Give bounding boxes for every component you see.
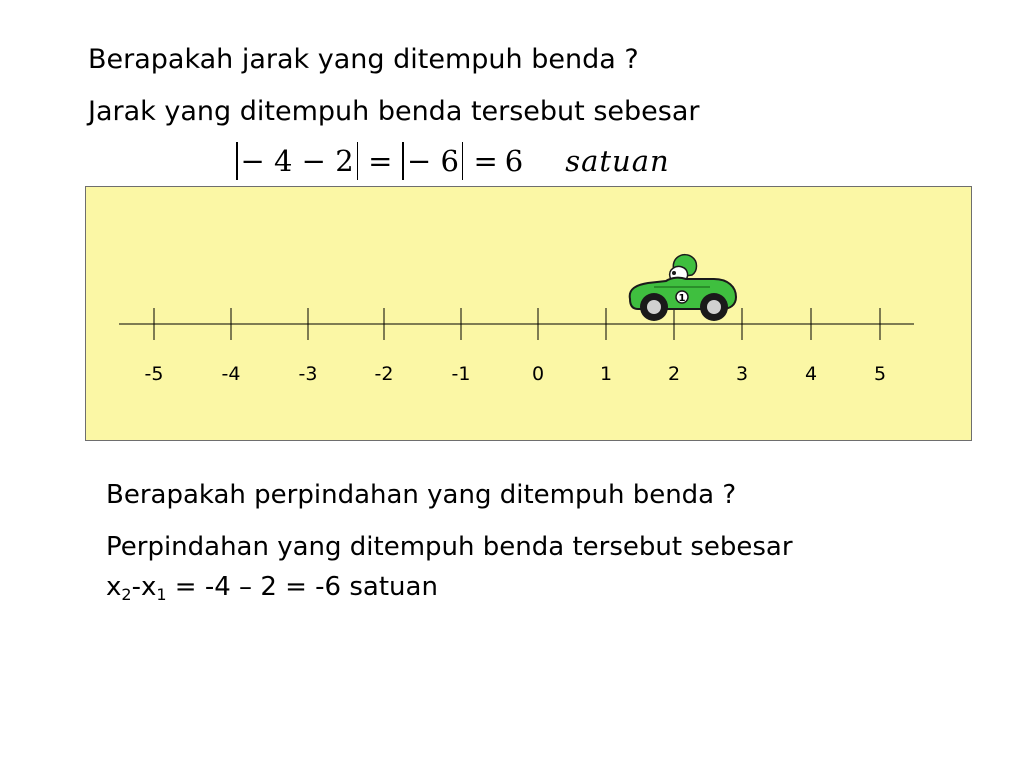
subscript-2: 2 xyxy=(121,585,132,604)
equals-sign: = xyxy=(368,144,393,178)
abs-bar xyxy=(462,142,464,180)
formula-unit: satuan xyxy=(565,144,670,178)
tick-label: -1 xyxy=(451,363,471,385)
tick-label: 4 xyxy=(804,363,818,385)
tick-label: 1 xyxy=(599,363,613,385)
question-displacement: Berapakah perpindahan yang ditempuh benda ? xyxy=(106,480,737,510)
displacement-formula xyxy=(106,572,438,604)
tick-label: 5 xyxy=(873,363,887,385)
minus-sign: - xyxy=(131,572,141,602)
var-x1: x xyxy=(140,572,157,602)
tick-label: -3 xyxy=(298,363,318,385)
car-number: 1 xyxy=(678,293,686,304)
var-x2: x xyxy=(106,572,122,602)
number-line-diagram xyxy=(86,187,973,442)
abs-bar xyxy=(236,142,238,180)
number-line-panel xyxy=(85,186,972,441)
tick-label: -2 xyxy=(374,363,394,385)
abs-inner-2: − 6 xyxy=(406,144,459,178)
abs-bar xyxy=(357,142,359,180)
abs-bar xyxy=(402,142,404,180)
distance-formula xyxy=(233,140,670,182)
car-icon xyxy=(630,255,736,321)
tick-label: -4 xyxy=(221,363,241,385)
tick-label: 0 xyxy=(531,363,545,385)
subscript-1: 1 xyxy=(156,585,167,604)
formula-result: 6 xyxy=(504,144,524,178)
tick-label: -5 xyxy=(144,363,164,385)
question-distance: Berapakah jarak yang ditempuh benda ? xyxy=(88,44,639,75)
number-line-ticks xyxy=(145,308,887,385)
displacement-result: = -4 – 2 = -6 satuan xyxy=(166,572,438,602)
tick-label: 3 xyxy=(735,363,749,385)
abs-inner-1: − 4 − 2 xyxy=(240,144,354,178)
tick-label: 2 xyxy=(667,363,681,385)
answer-distance: Jarak yang ditempuh benda tersebut sebesar xyxy=(88,96,700,127)
answer-displacement: Perpindahan yang ditempuh benda tersebut sebesar xyxy=(106,532,793,562)
equals-sign: = xyxy=(473,144,498,178)
